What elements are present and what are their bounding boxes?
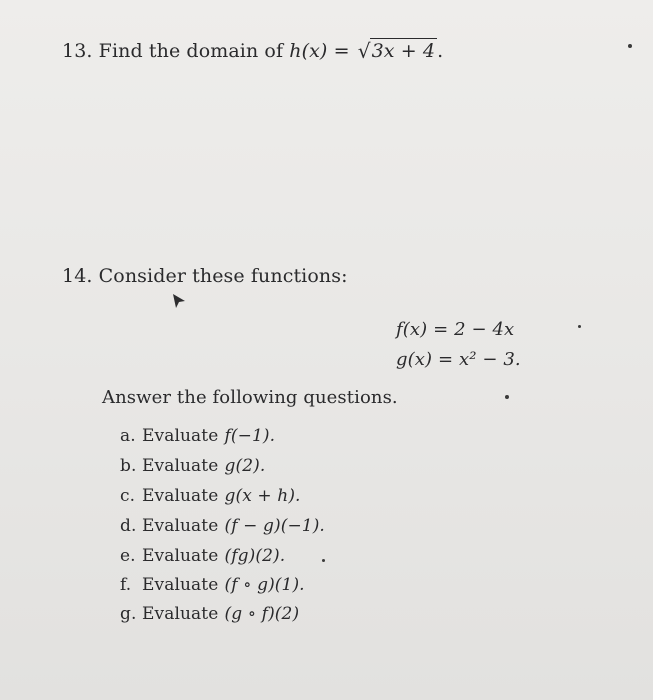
function-name: h(x): [289, 40, 328, 62]
period: .: [437, 40, 444, 62]
item-letter: f.: [120, 575, 132, 595]
list-item: [120, 573, 305, 595]
item-text: Evaluate: [142, 426, 219, 446]
item-expression: f(−1).: [224, 426, 276, 446]
list-item: [120, 514, 325, 536]
item-text: Evaluate: [142, 456, 219, 476]
cursor-icon: [171, 293, 187, 309]
equals-sign: =: [333, 40, 350, 62]
paper-speck: [628, 44, 632, 48]
item-letter: d.: [120, 516, 137, 536]
item-letter: c.: [120, 486, 136, 506]
paper-speck: [322, 559, 325, 562]
item-letter: a.: [120, 426, 136, 446]
f-definition: f(x) = 2 − 4x: [396, 319, 515, 340]
question-text: Find the domain of: [98, 40, 284, 62]
item-letter: g.: [120, 604, 137, 624]
item-text: Evaluate: [142, 486, 219, 506]
list-item: [120, 424, 275, 446]
item-expression: (fg)(2).: [224, 546, 286, 566]
question-14: [62, 265, 348, 287]
item-letter: e.: [120, 546, 136, 566]
g-definition: g(x) = x² − 3.: [396, 349, 521, 370]
list-item: [120, 602, 299, 624]
list-item: [120, 544, 285, 566]
list-item: [120, 484, 301, 506]
item-expression: (f − g)(−1).: [224, 516, 325, 536]
item-text: Evaluate: [142, 516, 219, 536]
item-expression: g(2).: [224, 456, 266, 476]
instructions: Answer the following questions.: [102, 387, 398, 408]
item-expression: g(x + h).: [224, 486, 301, 506]
paper-speck: [505, 395, 509, 399]
question-13: [62, 38, 443, 62]
item-text: Evaluate: [142, 546, 219, 566]
square-root: [356, 38, 437, 62]
radicand: 3x + 4: [371, 40, 436, 62]
item-expression: (g ∘ f)(2): [224, 604, 300, 624]
question-number: 13.: [62, 40, 93, 62]
paper-speck: [578, 325, 581, 328]
question-number: 14.: [62, 265, 93, 287]
question-text: Consider these functions:: [98, 265, 348, 287]
item-letter: b.: [120, 456, 137, 476]
item-text: Evaluate: [142, 575, 219, 595]
item-expression: (f ∘ g)(1).: [224, 575, 305, 595]
list-item: [120, 454, 265, 476]
item-text: Evaluate: [142, 604, 219, 624]
radical-icon: √: [357, 39, 371, 63]
